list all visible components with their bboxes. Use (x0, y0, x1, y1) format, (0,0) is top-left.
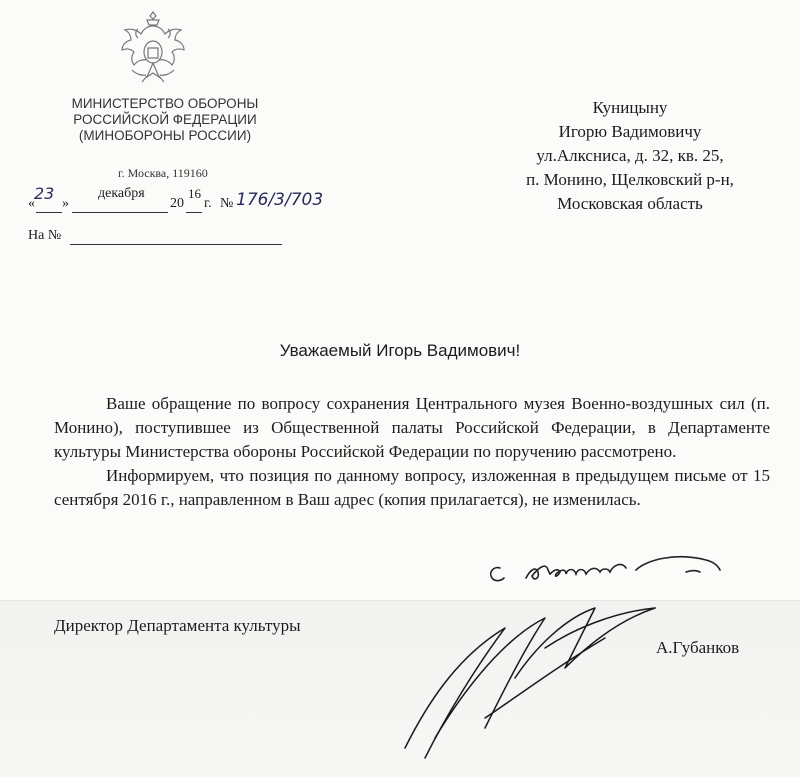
addressee-block (480, 96, 780, 216)
document-number-label: № (220, 196, 234, 211)
document-number-handwritten: 176/3/703 (236, 190, 324, 210)
letterhead-line-2: РОССИЙСКОЙ ФЕДЕРАЦИИ (73, 112, 257, 127)
date-close-quote: » (62, 196, 69, 211)
date-open-quote: « (28, 196, 35, 211)
director-position: Директор Департамента культуры (54, 616, 301, 635)
addressee-line-2: Игорю Вадимовичу (558, 122, 702, 141)
director-signature (395, 588, 695, 768)
body-paragraph-1: Ваше обращение по вопросу сохранения Центрального музея Военно-воздушных сил (п. Монино), поступившее из Общественной палаты Российской Федерации, в Департаменте культуры Министерства обороны Российской Федерации по поручению рассмотрено. (54, 394, 770, 461)
reference-underline (70, 244, 282, 245)
body-paragraph-2: Информируем, что позиция по данному вопросу, изложенная в предыдущем письме от 15 сентября 2016 г., направленном в Ваш адрес (копия прилагается), не изменилась. (54, 466, 770, 509)
date-year-prefix: 20 (170, 196, 184, 211)
addressee-line-1: Куницыну (592, 98, 668, 117)
date-year-suffix: 16 (188, 186, 201, 201)
letterhead-city: г. Москва, 119160 (118, 166, 208, 180)
addressee-line-5: Московская область (557, 194, 703, 213)
date-number-line (28, 186, 368, 216)
reference-number (28, 228, 61, 244)
date-month: декабря (98, 186, 145, 201)
ministry-letterhead (40, 96, 290, 144)
salutation: Уважаемый Игорь Вадимович! (279, 341, 521, 360)
signer-name: А.Губанков (656, 638, 740, 657)
date-year-mark: г. (204, 196, 212, 211)
letterhead-line-1: МИНИСТЕРСТВО ОБОРОНЫ (71, 96, 259, 111)
reference-label: На № (28, 228, 62, 243)
letter-body (54, 392, 770, 512)
letterhead-line-3: (МИНОБОРОНЫ РОССИИ) (78, 128, 252, 143)
date-day-handwritten: 23 (34, 184, 55, 203)
addressee-line-3: ул.Алксниса, д. 32, кв. 25, (536, 146, 724, 165)
double-headed-eagle-emblem-icon (112, 8, 194, 94)
addressee-line-4: п. Монино, Щелковский р-н, (526, 170, 734, 189)
